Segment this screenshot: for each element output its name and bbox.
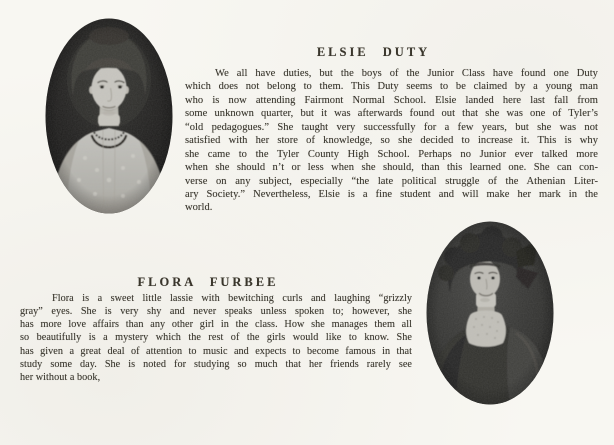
- text-line: “old pedagogues.” She taught very successfully for a few years, but she was not: [185, 121, 598, 133]
- section-flora-furbee: [20, 276, 412, 384]
- text-line: when she should n’t or less when she should, than this learned one. She can con-: [185, 162, 598, 174]
- section-elsie-duty: [185, 46, 598, 215]
- text-line: her without a book,: [20, 371, 101, 383]
- section-title-elsie: ELSIE DUTY: [316, 45, 431, 59]
- text-line: satisfied with her store of knowledge, so she decided to increase it. This is why: [185, 135, 598, 147]
- text-line: some unknown quarter, but it was afterwards found out that she was one of Tyler’s: [185, 108, 598, 120]
- text-line: has given a great deal of attention to music and expects to become famous in that: [20, 345, 412, 357]
- portrait-photo-flora: [426, 221, 554, 405]
- text-line: We all have duties, but the boys of the Junior Class have found one Duty: [215, 68, 598, 79]
- text-line: ary Society.” Nevertheless, Elsie is a fine student and will make her mark in the: [185, 188, 598, 200]
- text-line: verse on any subject, especially “the late political struggle of the Athenian Liter-: [185, 175, 598, 187]
- text-line: has more love affairs than any other girl in the class. How she manages them all: [20, 319, 412, 331]
- portrait-photo-elsie: [45, 18, 173, 214]
- oval-portrait-flora: [426, 221, 554, 405]
- paragraph-flora: [20, 292, 412, 384]
- text-line: world.: [185, 202, 213, 214]
- paragraph-elsie: [185, 67, 598, 215]
- text-line: so beautifully is a mystery which the rest of the girls would like to know. She: [20, 332, 412, 344]
- section-title-flora: FLORA FURBEE: [137, 275, 279, 289]
- text-line: study some day. She is noted for studying so much that her friends rarely see: [20, 358, 412, 370]
- text-line: she came to the Tyler County High School. Perhaps no Junior ever talked more: [185, 148, 598, 160]
- text-line: gray” eyes. She is very shy and never speaks unless spoken to; however, she: [20, 306, 412, 318]
- text-line: who is now attending Fairmont Normal School. Elsie landed here last fall from: [185, 94, 598, 106]
- text-line: which does not belong to them. This Duty seems to be claimed by a young man: [185, 81, 598, 93]
- text-line: Flora is a sweet little lassie with bewitching curls and laughing “grizzly: [52, 293, 412, 304]
- oval-portrait-elsie: [45, 18, 173, 214]
